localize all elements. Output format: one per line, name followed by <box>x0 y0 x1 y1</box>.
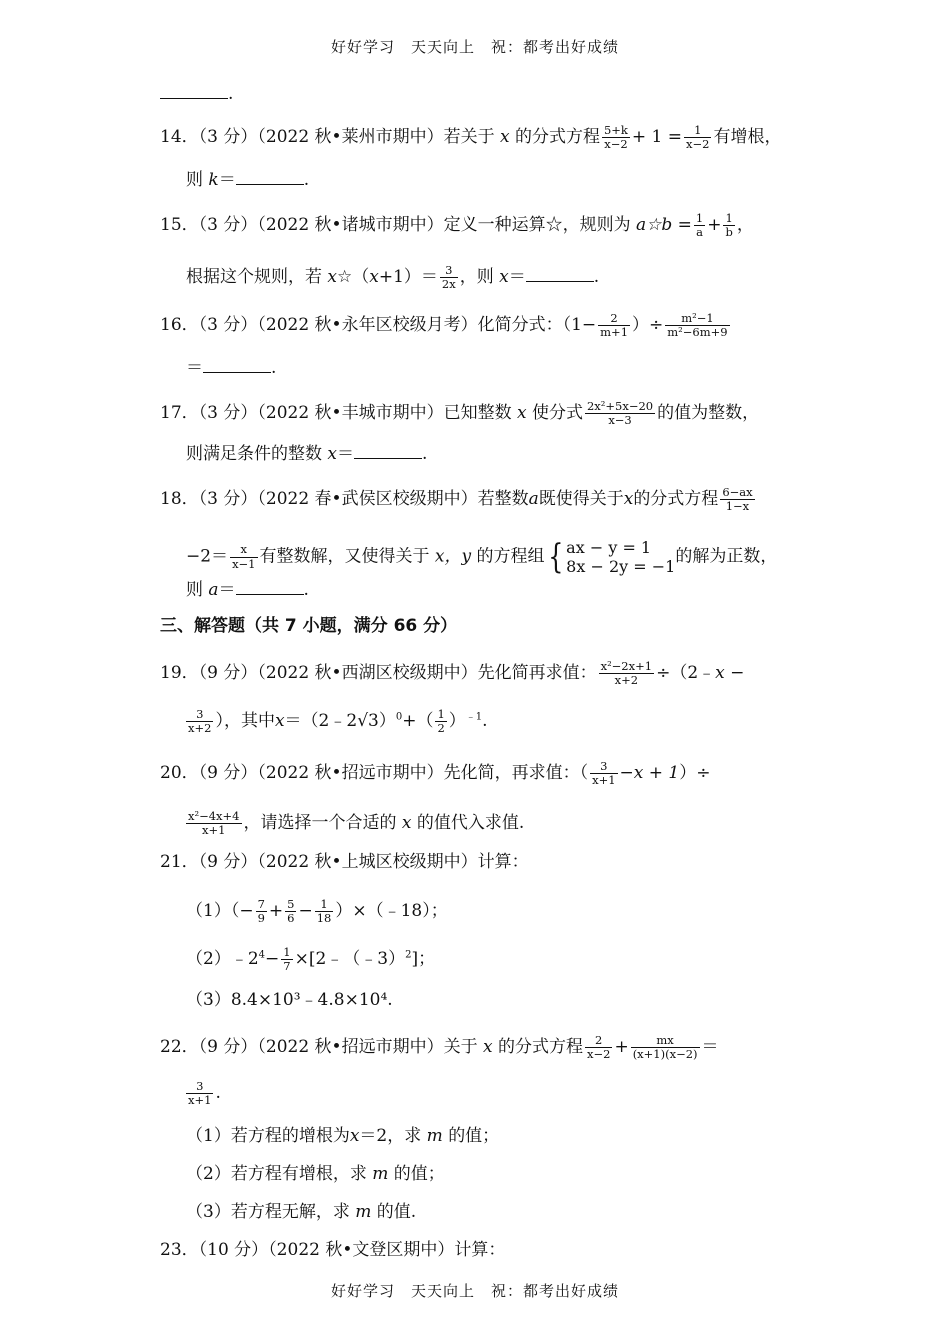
answer-blank <box>203 358 271 373</box>
fraction: $\frac{1}{2}$ <box>437 707 445 736</box>
answer-blank <box>354 444 422 459</box>
page-footer: 好好学习 天天向上 祝：都考出好成绩 <box>330 1282 619 1300</box>
question-22-part2: （2）若方程有增根，求 m 的值； <box>186 1164 445 1184</box>
question-22: 22．（9 分）（2022 秋•招远市期中）关于 x 的分式方程 $\frac{2}{x-2}$ + $\frac{mx}{(x+1)(x-2)}$ ＝ <box>160 1033 719 1062</box>
question-19-line2: $\frac{3}{x+2}$ ），其中x＝（2﹣2√3）$^0$+（ $\frac{1}{2}$ ）$^{﹣1}$. <box>188 707 488 736</box>
fraction: $\frac{1}{b}$ <box>725 211 733 240</box>
question-17: 17．（3 分）（2022 秋•丰城市期中）已知整数 x 使分式 $\frac{\text{2x²+5x−20}}{x-3}$ 的值为整数， <box>160 399 760 428</box>
question-21: 21．（9 分）（2022 秋•上城区校级期中）计算： <box>160 852 529 872</box>
fraction: $\frac{1}{a}$ <box>695 211 704 240</box>
question-15: 15．（3 分）（2022 秋•诸城市期中）定义一种运算☆，规则为 a☆b = $\frac{1}{a}$ + $\frac{1}{b}$ ， <box>160 211 754 240</box>
fraction: $\frac{5+k}{x-2}$ <box>603 123 628 152</box>
fraction: $\frac{3}{2x}$ <box>441 263 456 292</box>
fraction: $\frac{\text{x²−4x+4}}{x+1}$ <box>188 809 240 838</box>
fraction: $\frac{6-ax}{1-x}$ <box>722 485 753 514</box>
question-14-line2: 则 k＝ . <box>186 170 310 190</box>
question-22-line2: $\frac{3}{x+1}$ . <box>188 1079 221 1108</box>
fraction: $\frac{3}{x+1}$ <box>592 759 616 788</box>
fraction: $\frac{3}{x+2}$ <box>188 707 212 736</box>
q13-answer-line: . <box>160 84 233 103</box>
question-17-line2: 则满足条件的整数 x＝ . <box>186 444 428 464</box>
fraction: $\frac{\text{2x²+5x−20}}{x-3}$ <box>586 399 654 428</box>
question-16-line2: ＝ . <box>186 358 277 378</box>
answer-blank <box>526 267 594 282</box>
fraction: $\frac{1}{18}$ <box>316 897 332 926</box>
fraction: $\frac{x}{x-1}$ <box>232 542 256 571</box>
question-20-line2: $\frac{\text{x²−4x+4}}{x+1}$ ，请选择一个合适的 x 的值代入求值. <box>188 809 525 838</box>
fraction: $\frac{3}{x+1}$ <box>188 1079 212 1108</box>
question-22-part3: （3）若方程无解，求 m 的值. <box>186 1202 417 1222</box>
fraction: $\frac{\text{x²−2x+1}}{x+2}$ <box>600 659 653 688</box>
section-heading: 三、解答题（共 7 小题，满分 66 分） <box>160 616 458 636</box>
page-header: 好好学习 天天向上 祝：都考出好成绩 <box>330 38 619 56</box>
fraction: $\frac{mx}{(x+1)(x-2)}$ <box>632 1033 698 1062</box>
answer-blank <box>236 580 304 595</box>
question-14: 14．（3 分）（2022 秋•莱州市期中）若关于 x 的分式方程 $\frac{5+k}{x-2}$ + 1 = $\frac{1}{x-2}$ 有增根， <box>160 123 782 152</box>
question-16: 16．（3 分）（2022 秋•永年区校级月考）化简分式：（1− $\frac{2}{m+1}$ ）÷ $\frac{\text{m²−1}}{\text{m²−6m+9}}$ <box>160 311 728 340</box>
question-15-line2: 根据这个规则，若 x☆（x+1）＝ $\frac{3}{2x}$ ，则 x＝ . <box>186 263 600 292</box>
fraction: $\frac{2}{x-2}$ <box>586 1033 611 1062</box>
question-23: 23．（10 分）（2022 秋•文登区期中）计算： <box>160 1240 506 1260</box>
fraction: $\frac{\text{m²−1}}{\text{m²−6m+9}}$ <box>667 311 728 340</box>
question-20: 20．（9 分）（2022 秋•招远市期中）先化简，再求值：（ $\frac{3}{x+1}$ −x + 1）÷ <box>160 759 711 788</box>
question-21-part2: $(2)﹣2^4-$ $\frac{1}{7}$ ×[2﹣（﹣3）$^2$]； <box>186 945 436 974</box>
question-19: 19．（9 分）（2022 秋•西湖区校级期中）先化简再求值： $\frac{\text{x²−2x+1}}{x+2}$ ÷（2﹣x − <box>160 659 745 688</box>
question-22-part1: （1）若方程的增根为x＝2，求 m 的值； <box>186 1126 500 1146</box>
fraction: $\frac{7}{9}$ <box>257 897 265 926</box>
equation-system: { ax − y = 1 8x − 2y = −1 <box>547 537 676 578</box>
question-18-line3: 则 a＝ . <box>186 580 309 600</box>
fraction: $\frac{1}{x-2}$ <box>686 123 710 152</box>
question-21-part3: （3）8.4×10³﹣4.8×10⁴. <box>186 990 393 1010</box>
question-18-line2: −2＝ $\frac{x}{x-1}$ 有整数解，又使得关于 x，y 的方程组 { ax − y = 1 8x − 2y = −1 的解为正数， <box>186 537 778 578</box>
fraction: $\frac{5}{6}$ <box>287 897 295 926</box>
answer-blank <box>236 170 304 185</box>
question-18: 18．（3 分）（2022 春•武侯区校级期中）若整数a既使得关于x的分式方程 $\frac{6-ax}{1-x}$ <box>160 485 753 514</box>
fraction: $\frac{2}{m+1}$ <box>600 311 629 340</box>
fraction: $\frac{1}{7}$ <box>283 945 291 974</box>
question-21-part1: （1）（− $\frac{7}{9}$ + $\frac{5}{6}$ − $\frac{1}{18}$ ）×（﹣18）； <box>186 897 448 926</box>
